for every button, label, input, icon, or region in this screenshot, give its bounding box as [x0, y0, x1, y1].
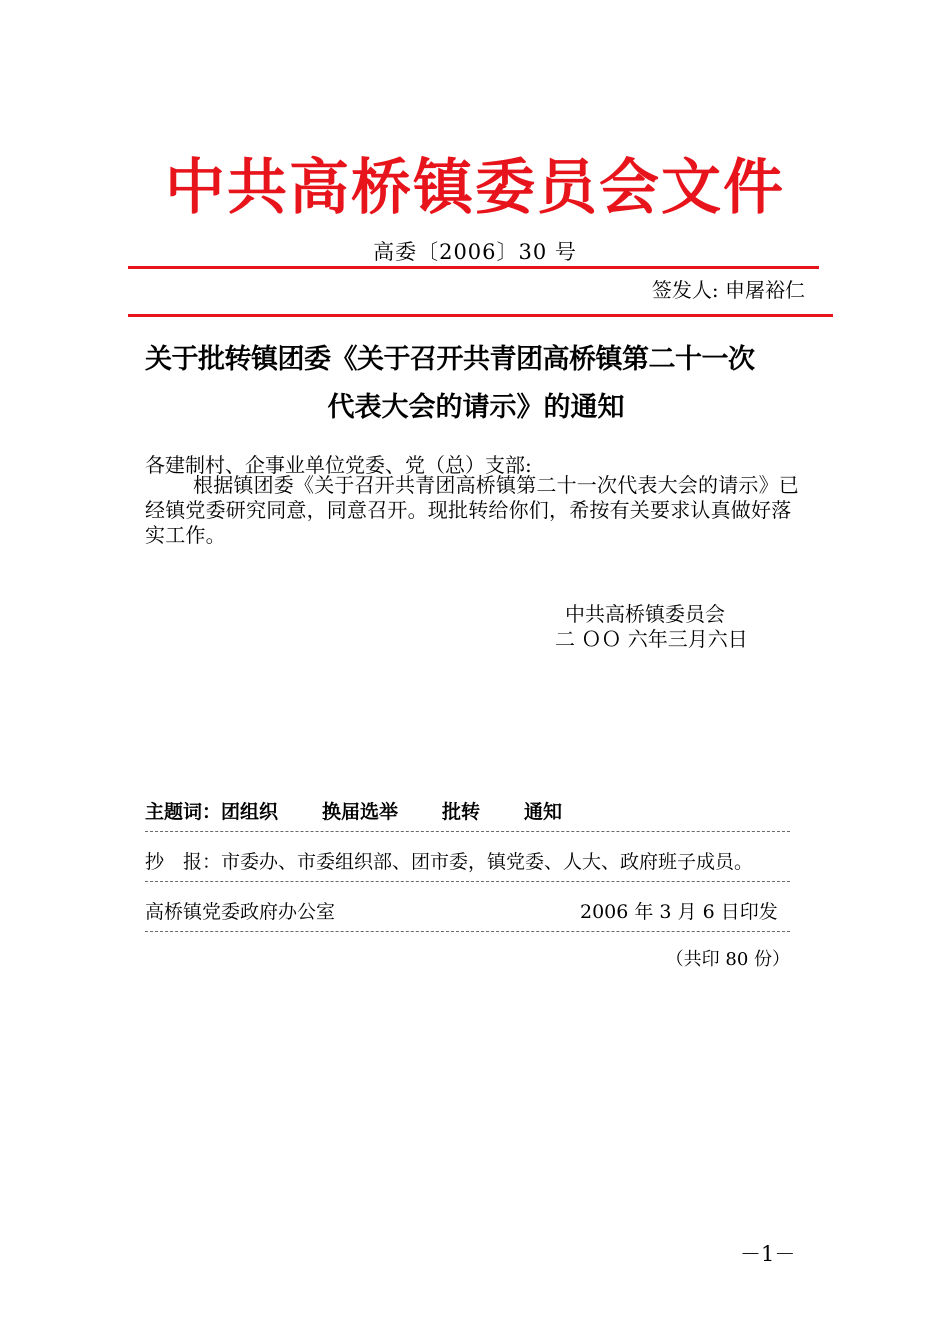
- footer-divider: [145, 831, 790, 832]
- page-number: －1－: [740, 1242, 796, 1266]
- document-header-title: 中共高桥镇委员会文件: [165, 153, 785, 223]
- footer-divider: [145, 931, 790, 932]
- keyword-item: 通知: [524, 801, 563, 823]
- signature-date: 二 ＯＯ 六年三月六日: [555, 627, 748, 651]
- notice-heading: [145, 336, 807, 432]
- keywords-label: 主题词：团组织: [145, 801, 279, 823]
- signer-label: 签发人: 申屠裕仁: [651, 278, 805, 302]
- print-copies: （共印 80 份）: [665, 949, 790, 970]
- document-number: 高委〔2006〕30 号: [373, 240, 577, 264]
- keyword-item: 批转: [442, 801, 481, 823]
- issuing-office: 高桥镇党委政府办公室: [145, 901, 336, 923]
- keyword-item: 换届选举: [322, 801, 399, 823]
- cc-recipients: 抄 报：市委办、市委组织部、团市委，镇党委、人大、政府班子成员。: [145, 851, 754, 873]
- print-date: 2006 年 3 月 6 日印发: [580, 901, 778, 923]
- red-divider-top: [128, 266, 819, 269]
- body-paragraph: 根据镇团委《关于召开共青团高桥镇第二十一次代表大会的请示》已经镇党委研究同意，同意召开。现批转给你们，希按有关要求认真做好落实工作。: [145, 473, 799, 547]
- salutation: 各建制村、企事业单位党委、党（总）支部:: [145, 453, 532, 477]
- footer-divider: [145, 881, 790, 882]
- notice-heading-line-2: 代表大会的请示》的通知: [327, 392, 625, 423]
- notice-heading-line-1: 关于批转镇团委《关于召开共青团高桥镇第二十一次: [145, 344, 755, 375]
- red-divider-bottom: [128, 314, 833, 317]
- signature-organization: 中共高桥镇委员会: [565, 602, 725, 626]
- subject-keywords: [145, 797, 606, 824]
